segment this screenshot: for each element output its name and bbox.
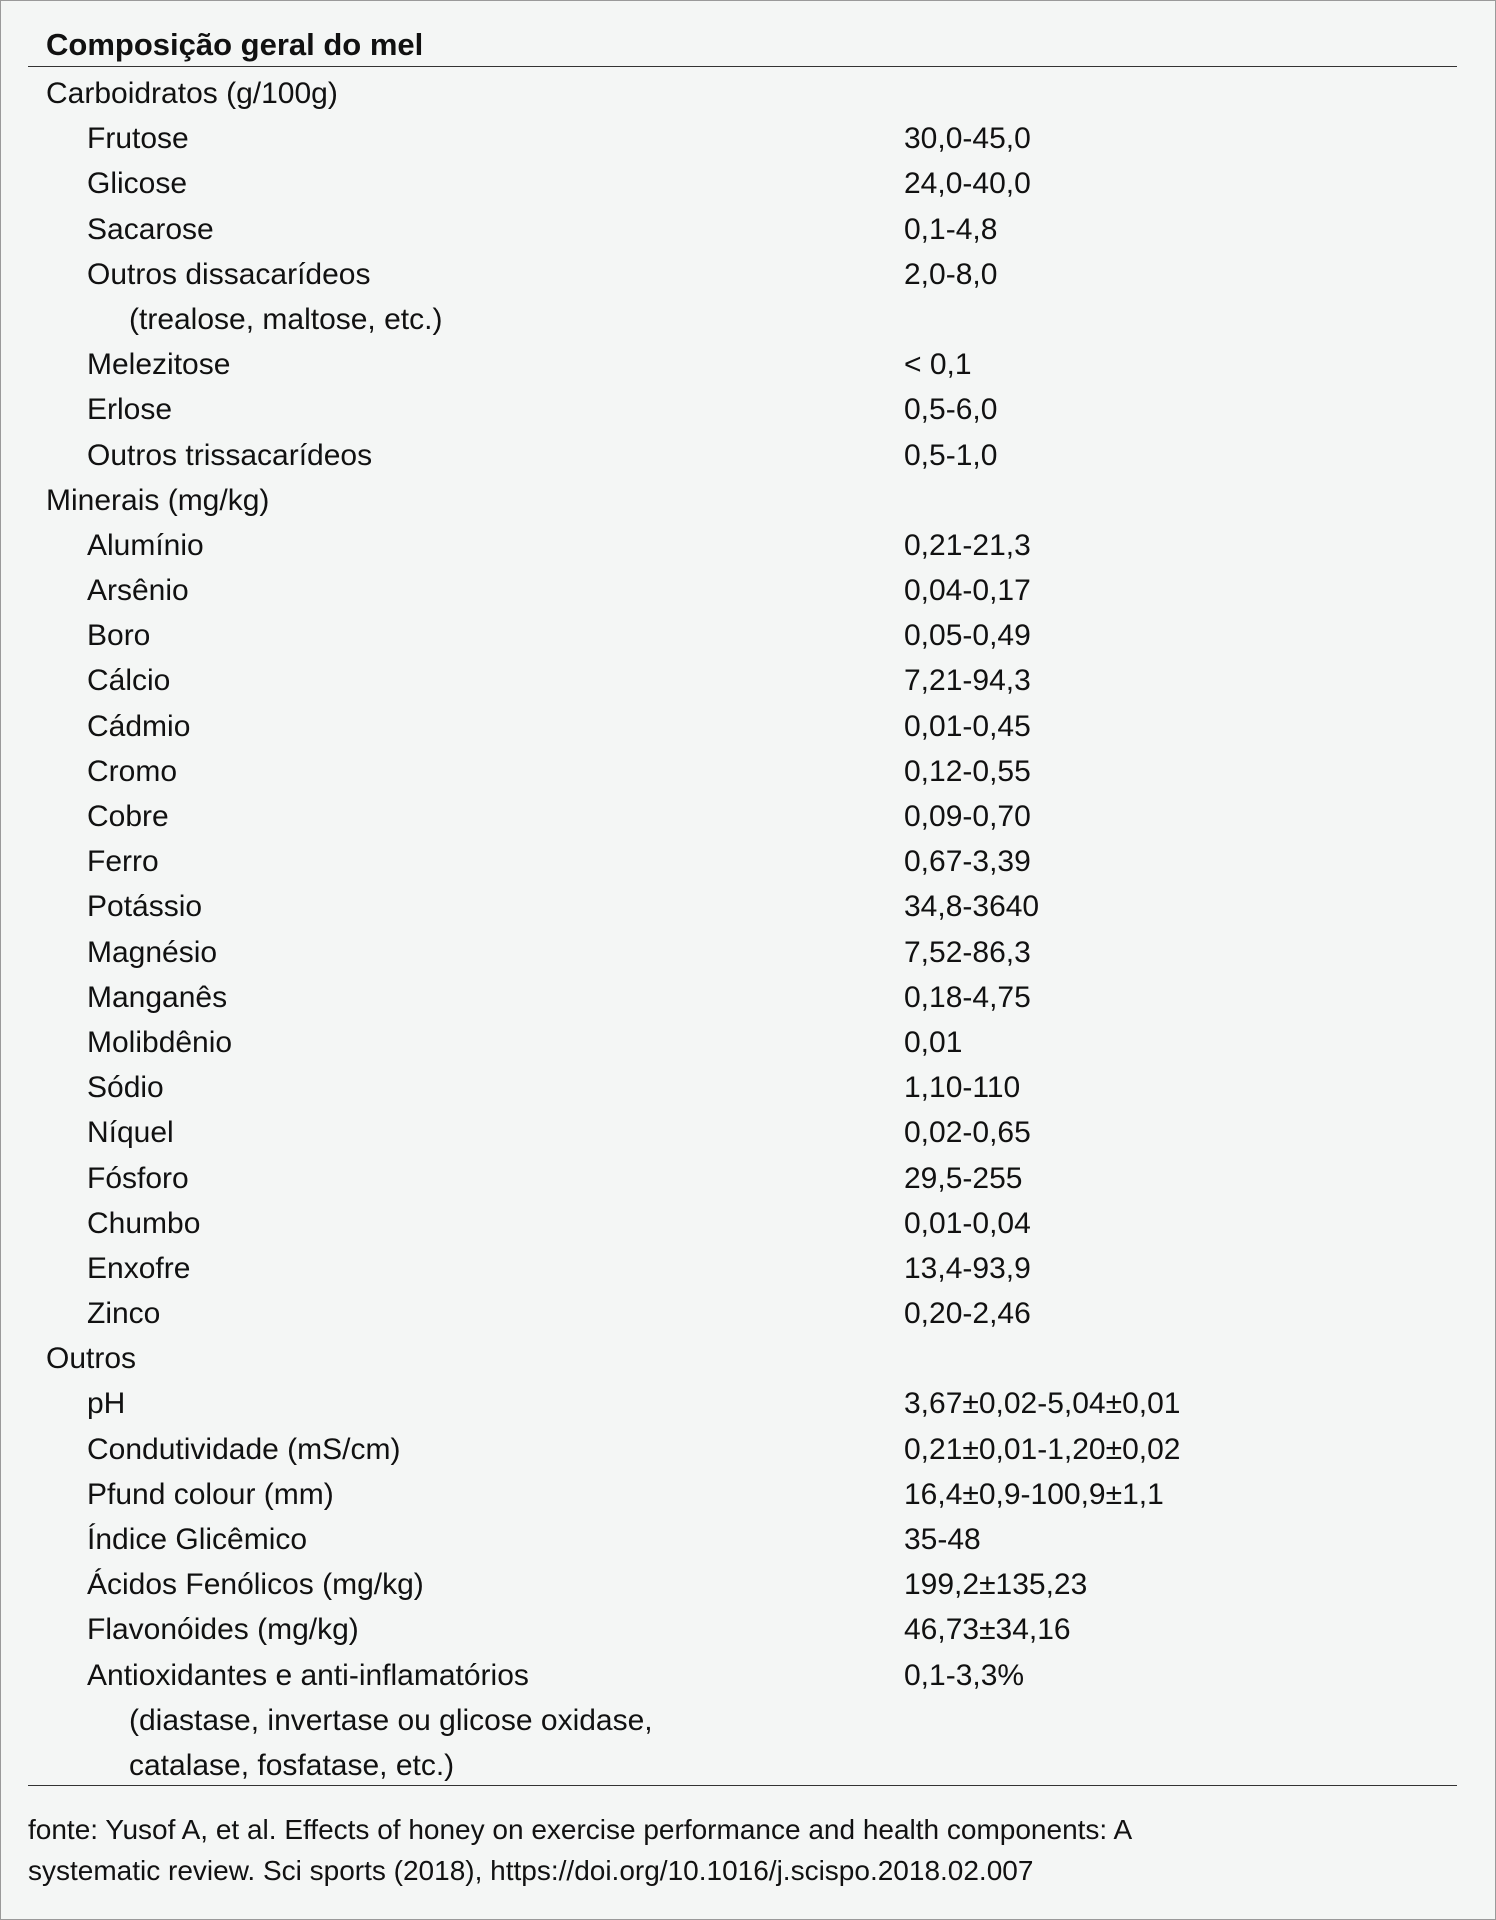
note-row (1, 1698, 1496, 1743)
table-row (1, 161, 1496, 206)
row-label: Sódio (87, 1071, 164, 1105)
footer-rule (28, 1785, 1457, 1786)
row-label: Cálcio (87, 664, 171, 698)
row-value: 0,01 (904, 1025, 963, 1059)
row-value: 13,4-93,9 (904, 1251, 1031, 1285)
table-row (1, 568, 1496, 613)
row-label: Chumbo (87, 1206, 201, 1240)
table-row (1, 704, 1496, 749)
row-label: (trealose, maltose, etc.) (129, 302, 443, 336)
row-value: 0,18-4,75 (904, 980, 1031, 1014)
table-row (1, 1156, 1496, 1201)
table-row (1, 523, 1496, 568)
row-label: Ácidos Fenólicos (mg/kg) (87, 1568, 424, 1602)
category-row (1, 478, 1496, 523)
row-label: Glicose (87, 167, 188, 201)
table-row (1, 839, 1496, 884)
table-row (1, 794, 1496, 839)
row-label: Melezitose (87, 348, 231, 382)
row-label: Arsênio (87, 574, 189, 608)
table-row (1, 387, 1496, 432)
row-value: 29,5-255 (904, 1161, 1023, 1195)
row-value: 1,10-110 (904, 1071, 1021, 1105)
table-row (1, 1020, 1496, 1065)
table-row (1, 884, 1496, 929)
row-label: Molibdênio (87, 1025, 233, 1059)
row-value: 0,09-0,70 (904, 800, 1031, 833)
row-value: 0,01-0,04 (904, 1206, 1031, 1240)
header-rule (28, 66, 1457, 67)
category-row (1, 1336, 1496, 1381)
row-value: 0,5-1,0 (904, 438, 998, 472)
table-row (1, 1562, 1496, 1607)
row-label: Índice Glicêmico (87, 1523, 308, 1556)
row-value: < 0,1 (904, 348, 972, 382)
source-note (28, 1809, 1468, 1891)
row-value: 0,04-0,17 (904, 574, 1031, 608)
row-label: Enxofre (87, 1251, 191, 1285)
row-label: Carboidratos (g/100g) (46, 77, 338, 110)
row-value: 34,8-3640 (904, 890, 1040, 924)
row-label: Minerais (mg/kg) (46, 483, 270, 517)
table-row (1, 1427, 1496, 1472)
row-label: Níquel (87, 1116, 174, 1150)
row-value: 7,52-86,3 (904, 935, 1031, 969)
table-row (1, 749, 1496, 794)
row-value: 46,73±34,16 (904, 1613, 1071, 1647)
row-label: Zinco (87, 1297, 161, 1331)
table-row (1, 1381, 1496, 1426)
row-label: Potássio (87, 890, 203, 924)
row-label: Outros trissacarídeos (87, 438, 373, 472)
source-line-1: fonte: Yusof A, et al. Effects of honey on exercise performance and health components: A (28, 1814, 1133, 1845)
row-value: 0,02-0,65 (904, 1116, 1031, 1150)
row-value: 0,5-6,0 (904, 393, 998, 427)
row-value: 199,2±135,23 (904, 1568, 1088, 1602)
row-value: 0,1-4,8 (904, 212, 998, 246)
table-row (1, 116, 1496, 161)
row-label: Manganês (87, 980, 228, 1014)
row-label: Ferro (87, 845, 159, 879)
row-value: 0,01-0,45 (904, 709, 1031, 743)
row-label: Antioxidantes e anti-inflamatórios (87, 1658, 529, 1692)
row-label: Frutose (87, 122, 189, 156)
row-label: Cobre (87, 800, 169, 833)
row-label: Outros (46, 1342, 137, 1376)
row-value: 0,12-0,55 (904, 754, 1031, 788)
table-row (1, 1246, 1496, 1291)
row-label: Fósforo (87, 1161, 189, 1195)
row-label: Cádmio (87, 709, 191, 743)
row-value: 0,67-3,39 (904, 845, 1031, 879)
row-value: 30,0-45,0 (904, 122, 1031, 156)
row-label: Boro (87, 619, 151, 653)
table-row (1, 342, 1496, 387)
note-row (1, 297, 1496, 342)
row-label: Alumínio (87, 528, 204, 562)
row-value: 16,4±0,9-100,9±1,1 (904, 1477, 1164, 1511)
row-value: 0,05-0,49 (904, 619, 1031, 653)
row-label: (diastase, invertase ou glicose oxidase, (129, 1703, 653, 1737)
table-title: Composição geral do mel (46, 27, 424, 62)
table-row (1, 1110, 1496, 1155)
row-label: pH (87, 1387, 126, 1421)
table-row (1, 930, 1496, 975)
row-label: Condutividade (mS/cm) (87, 1432, 401, 1466)
category-row (1, 71, 1496, 116)
row-value: 7,21-94,3 (904, 664, 1031, 698)
row-label: Sacarose (87, 212, 214, 246)
row-value: 35-48 (904, 1523, 981, 1556)
row-value: 3,67±0,02-5,04±0,01 (904, 1387, 1181, 1421)
row-label: Erlose (87, 393, 173, 427)
table-row (1, 1607, 1496, 1652)
row-value: 0,20-2,46 (904, 1297, 1031, 1331)
table-row (1, 1201, 1496, 1246)
table-row (1, 658, 1496, 703)
row-label: Pfund colour (mm) (87, 1477, 334, 1511)
composition-table (1, 71, 1496, 1788)
row-value: 2,0-8,0 (904, 257, 998, 291)
table-row (1, 252, 1496, 297)
row-label: Magnésio (87, 935, 218, 969)
row-label: catalase, fosfatase, etc.) (129, 1748, 455, 1782)
table-row (1, 1517, 1496, 1562)
row-value: 0,21-21,3 (904, 528, 1031, 562)
row-label: Cromo (87, 754, 178, 788)
row-value: 0,1-3,3% (904, 1658, 1025, 1692)
table-row (1, 613, 1496, 658)
table-row (1, 1065, 1496, 1110)
table-row (1, 975, 1496, 1020)
table-row (1, 433, 1496, 478)
table-row (1, 1291, 1496, 1336)
note-row (1, 1743, 1496, 1788)
table-row (1, 207, 1496, 252)
row-label: Outros dissacarídeos (87, 257, 371, 291)
source-line-2: systematic review. Sci sports (2018), https://doi.org/10.1016/j.scispo.2018.02.007 (28, 1855, 1034, 1886)
row-value: 0,21±0,01-1,20±0,02 (904, 1432, 1181, 1466)
row-label: Flavonóides (mg/kg) (87, 1613, 359, 1647)
table-row (1, 1653, 1496, 1698)
table-row (1, 1472, 1496, 1517)
row-value: 24,0-40,0 (904, 167, 1031, 201)
